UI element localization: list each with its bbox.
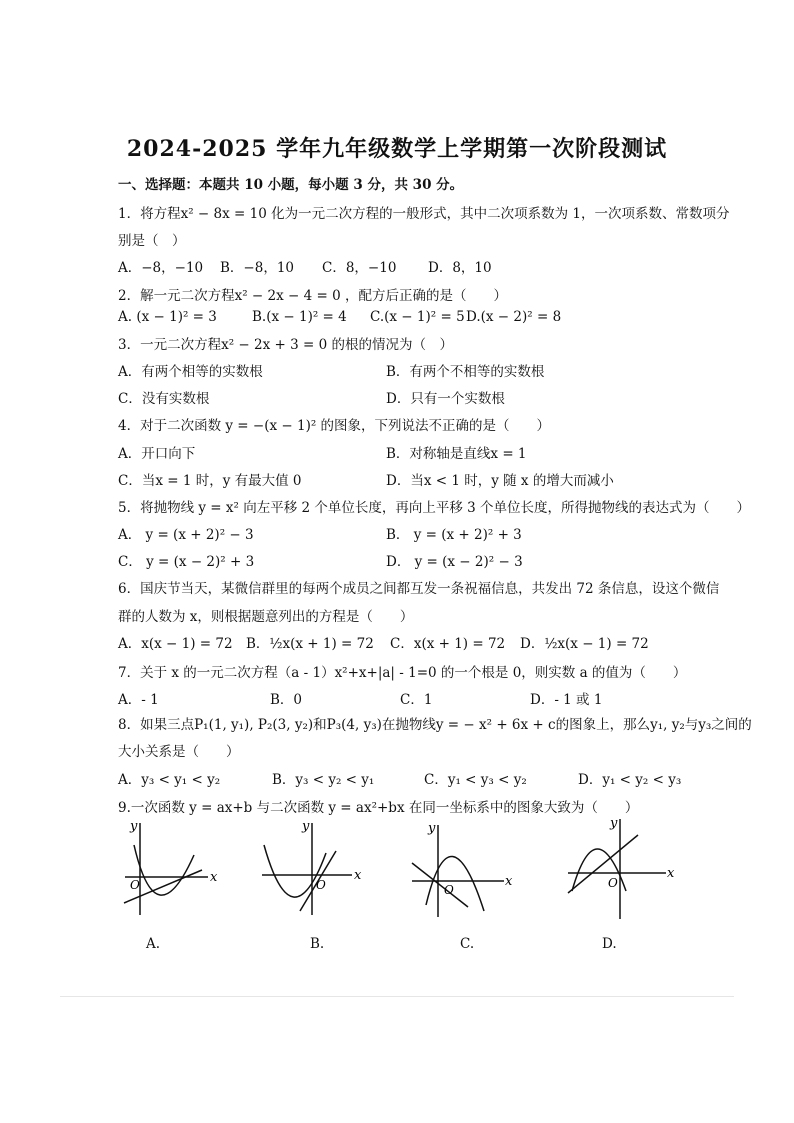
q9-graph-b <box>260 815 370 920</box>
q3-option-d: D．只有一个实数根 <box>386 391 505 407</box>
q2-stem: 2．解一元二次方程x² − 2x − 4 = 0 ，配方后正确的是（ ） <box>118 288 507 304</box>
parabola-curve <box>572 849 626 891</box>
q6-option-c: C．x(x + 1) = 72 <box>390 636 506 652</box>
q1-option-d: D．8，10 <box>428 260 492 276</box>
y-axis-label: y <box>302 819 310 834</box>
q5-option-d: D． y = (x − 2)² − 3 <box>386 554 523 570</box>
q1-stem-line2: 别是（ ） <box>118 233 186 249</box>
parabola-curve <box>426 856 484 911</box>
q9-label-c: C. <box>460 936 475 952</box>
parabola-curve <box>134 845 194 895</box>
x-axis-label: x <box>354 868 362 883</box>
q8-stem-line2: 大小关系是（ ） <box>118 744 240 760</box>
q6-stem-line1: 6．国庆节当天，某微信群里的每两个成员之间都互发一条祝福信息，共发出 72 条信息，设这个微信 <box>118 581 720 597</box>
exam-title: 2024-2025 学年九年级数学上学期第一次阶段测试 <box>126 136 668 162</box>
q7-option-c: C．1 <box>400 692 433 708</box>
origin-label: O <box>608 876 618 890</box>
q8-option-a: A．y₃ < y₁ < y₂ <box>118 772 221 788</box>
q7-option-a: A．- 1 <box>118 692 159 708</box>
straight-line <box>568 835 638 893</box>
y-axis-label: y <box>130 819 138 834</box>
straight-line <box>412 863 468 907</box>
y-axis-label: y <box>428 821 436 836</box>
section-heading: 一、选择题：本题共 10 小题，每小题 3 分，共 30 分。 <box>118 177 464 193</box>
q7-option-b: B．0 <box>270 692 303 708</box>
q3-stem: 3．一元二次方程x² − 2x + 3 = 0 的根的情况为（ ） <box>118 337 453 353</box>
q9-graph-d <box>566 815 676 920</box>
q6-option-a: A．x(x − 1) = 72 <box>118 636 233 652</box>
q3-option-b: B．有两个不相等的实数根 <box>386 364 545 380</box>
origin-label: O <box>444 883 454 897</box>
q5-option-a: A． y = (x + 2)² − 3 <box>118 527 254 543</box>
q1-option-a: A．−8，−10 <box>118 260 204 276</box>
x-axis-label: x <box>667 866 675 881</box>
q2-option-b: B.(x − 1)² = 4 <box>252 309 347 325</box>
q9-stem: 9.一次函数 y = ax+b 与二次函数 y = ax²+bx 在同一坐标系中的图象大致为（ ） <box>118 800 639 816</box>
q6-option-d: D．½x(x − 1) = 72 <box>520 636 649 652</box>
page-divider <box>60 996 734 997</box>
q5-stem: 5．将抛物线 y = x² 向左平移 2 个单位长度，再向上平移 3 个单位长度，所得抛物线的表达式为（ ） <box>118 500 751 516</box>
q4-option-a: A．开口向下 <box>118 446 196 462</box>
x-axis-label: x <box>210 870 218 885</box>
q9-label-d: D. <box>602 936 617 952</box>
q2-option-c: C.(x − 1)² = 5 <box>370 309 465 325</box>
q7-stem: 7．关于 x 的一元二次方程（a - 1）x²+x+|a| - 1=0 的一个根是 0，则实数 a 的值为（ ） <box>118 665 687 681</box>
y-axis-label: y <box>610 816 618 831</box>
q4-option-c: C．当x = 1 时，y 有最大值 0 <box>118 473 302 489</box>
q2-option-d: D.(x − 2)² = 8 <box>466 309 562 325</box>
q8-option-c: C．y₁ < y₃ < y₂ <box>424 772 527 788</box>
q9-label-b: B. <box>310 936 325 952</box>
q4-option-b: B．对称轴是直线x = 1 <box>386 446 527 462</box>
q6-stem-line2: 群的人数为 x，则根据题意列出的方程是（ ） <box>118 609 414 625</box>
q1-option-c: C．8，−10 <box>322 260 397 276</box>
q3-option-a: A．有两个相等的实数根 <box>118 364 263 380</box>
origin-label: O <box>316 878 326 892</box>
q9-graph-a <box>120 815 230 920</box>
q1-option-b: B．−8，10 <box>220 260 294 276</box>
q5-option-b: B． y = (x + 2)² + 3 <box>386 527 522 543</box>
q7-option-d: D．- 1 或 1 <box>530 692 603 708</box>
q6-option-b: B．½x(x + 1) = 72 <box>246 636 374 652</box>
q9-graph-c <box>408 815 518 920</box>
q5-option-c: C． y = (x − 2)² + 3 <box>118 554 255 570</box>
q8-stem-line1: 8．如果三点P₁(1, y₁), P₂(3, y₂)和P₃(4, y₃)在抛物线y = − x² + 6x + c的图象上，那么y₁, y₂与y₃之间的 <box>118 717 752 733</box>
q1-stem-line1: 1．将方程x² − 8x = 10 化为一元二次方程的一般形式，其中二次项系数为 1，一次项系数、常数项分 <box>118 206 730 222</box>
origin-label: O <box>130 878 140 892</box>
q3-option-c: C．没有实数根 <box>118 391 210 407</box>
x-axis-label: x <box>505 874 513 889</box>
q8-option-d: D．y₁ < y₂ < y₃ <box>578 772 682 788</box>
q2-option-a: A. (x − 1)² = 3 <box>118 309 217 325</box>
q4-option-d: D．当x < 1 时，y 随 x 的增大而减小 <box>386 473 614 489</box>
q9-label-a: A. <box>146 936 161 952</box>
q4-stem: 4．对于二次函数 y = −(x − 1)² 的图象，下列说法不正确的是（ ） <box>118 418 551 434</box>
q8-option-b: B．y₃ < y₂ < y₁ <box>272 772 375 788</box>
